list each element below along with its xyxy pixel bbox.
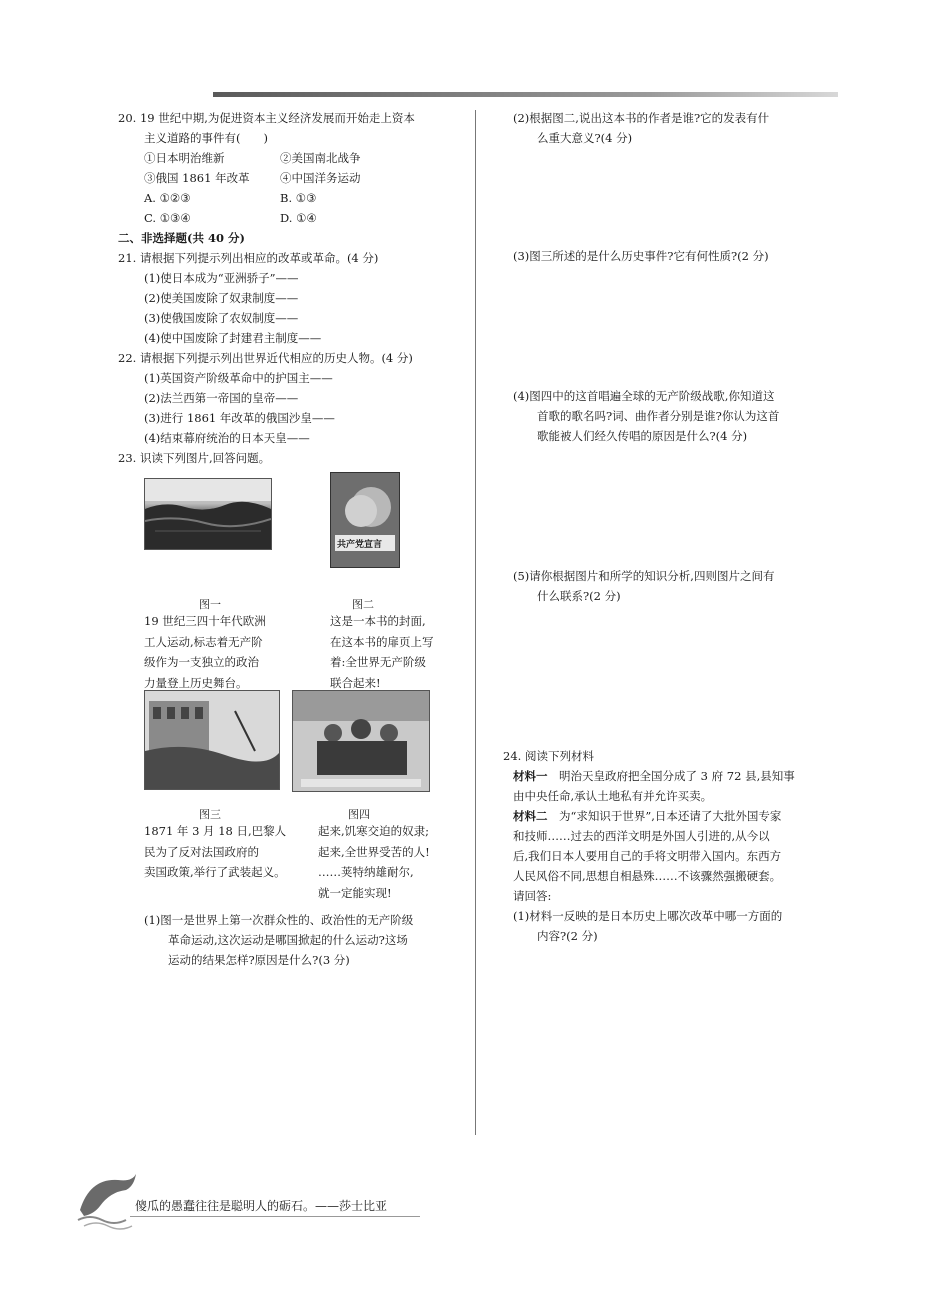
fig2-desc-line: 联合起来!: [330, 675, 381, 690]
q24-title: 24. 阅读下列材料: [503, 749, 594, 763]
material-2-label: 材料二: [513, 809, 548, 823]
q24-material-2-cont: 和技师……过去的西洋文明是外国人引进的,从今以: [513, 829, 770, 843]
fig2-desc-line: 着:全世界无产阶级: [330, 655, 426, 669]
q24-material-2-cont: 后,我们日本人要用自己的手将文明带入国内。东西方: [513, 849, 782, 863]
header-rule: [213, 92, 838, 97]
q24-material-2-cont: 人民风俗不同,思想自相悬殊……不该骤然强搬硬套。: [513, 869, 782, 883]
q23-sub3-line: (3)图三所述的是什么历史事件?它有何性质?(2 分): [513, 249, 769, 263]
crowd-illustration: [145, 479, 271, 549]
figure-2-caption: 图二: [352, 598, 374, 611]
fig1-desc-line: 工人运动,标志着无产阶: [144, 634, 263, 649]
fig4-desc-line: 起来,饥寒交迫的奴隶;: [318, 824, 430, 838]
figure-1-description: [144, 611, 266, 693]
q23-sub-4: [513, 386, 779, 446]
q20-choice-d[interactable]: D. ①④: [280, 211, 317, 225]
q23-sub2-line: (2)根据图二,说出这本书的作者是谁?它的发表有什: [513, 111, 770, 125]
fig4-desc-line: 就一定能实现!: [318, 885, 392, 900]
q22-title: 22. 请根据下列提示列出世界近代相应的历史人物。(4 分): [118, 351, 413, 365]
footer-quote: 傻瓜的愚蠢往往是聪明人的砺石。——莎士比亚: [135, 1199, 388, 1213]
figure-3-description: [144, 821, 286, 883]
figure-4-description: [318, 821, 430, 903]
q24-material-1-cont: 由中央任命,承认土地私有并允许买卖。: [513, 789, 713, 803]
q23-sub4-line: 歌能被人们经久传唱的原因是什么?(4 分): [537, 429, 748, 443]
q23-sub-5: [513, 566, 774, 606]
figure-4-poster: [292, 690, 430, 792]
q23-sub4-line: (4)图四中的这首唱遍全球的无产阶级战歌,你知道这: [513, 389, 775, 403]
fig4-desc-line: ……荚特纳雄耐尔,: [318, 865, 414, 879]
q23-sub1-line: 运动的结果怎样?原因是什么?(3 分): [168, 953, 350, 967]
material-2-text: 为“求知识于世界”,日本还请了大批外国专家: [547, 809, 782, 823]
footer-rule: [130, 1216, 420, 1217]
q23-sub-2: [513, 108, 769, 148]
q24-material-1: [503, 766, 833, 786]
q22-item-3: (3)进行 1861 年改革的俄国沙皇——: [144, 411, 335, 425]
q20-item-4: ④中国洋务运动: [280, 171, 361, 185]
q22-item-4: (4)结束幕府统治的日本天皇——: [144, 431, 310, 445]
figure-3-caption: 图三: [199, 808, 221, 821]
poster-illustration: [293, 691, 429, 791]
q20-choices-row1: [118, 188, 463, 208]
fig4-desc-line: 起来,全世界受苦的人!: [318, 844, 430, 859]
question-20: [118, 108, 463, 228]
q20-items-row2: [118, 168, 463, 188]
question-21: [118, 248, 463, 348]
q24-sub1-line: 内容?(2 分): [537, 929, 598, 943]
figure-4-caption: 图四: [348, 808, 370, 821]
q23-title: 23. 识读下列图片,回答问题。: [118, 451, 271, 465]
material-1-text: 明治天皇政府把全国分成了 3 府 72 县,县知事: [547, 769, 795, 783]
q21-item-3: (3)使俄国废除了农奴制度——: [144, 311, 299, 325]
fig1-desc-line: 力量登上历史舞台。: [144, 675, 248, 690]
portrait-illustration: [331, 473, 399, 567]
q20-choice-c[interactable]: C. ①③④: [144, 211, 191, 225]
q22-item-1: (1)英国资产阶级革命中的护国主——: [144, 371, 333, 385]
q21-item-1: (1)使日本成为“亚洲骄子”——: [144, 271, 299, 285]
section-heading: 二、非选择题(共 40 分): [118, 231, 245, 245]
fig1-desc-line: 级作为一支独立的政治: [144, 655, 259, 669]
question-24: [503, 746, 833, 946]
figure-2-book-cover: [330, 472, 400, 568]
fig3-desc-line: 卖国政策,举行了武装起义。: [144, 865, 286, 879]
q20-item-2: ②美国南北战争: [280, 151, 361, 165]
q21-item-2: (2)使美国废除了奴隶制度——: [144, 291, 299, 305]
figure-1-caption: 图一: [199, 598, 221, 611]
q23-sub5-line: 什么联系?(2 分): [537, 589, 621, 603]
fig3-desc-line: 1871 年 3 月 18 日,巴黎人: [144, 824, 287, 838]
q23-sub1-line: 革命运动,这次运动是哪国掀起的什么运动?这场: [168, 933, 408, 947]
material-1-label: 材料一: [513, 769, 548, 783]
q23-sub4-line: 首歌的歌名吗?词、曲作者分别是谁?你认为这首: [537, 409, 780, 423]
q23-sub-1: [144, 910, 464, 970]
q20-choices-row2: [118, 208, 463, 228]
q23-sub1-line: (1)图一是世界上第一次群众性的、政治性的无产阶级: [144, 913, 414, 927]
fig2-desc-line: 这是一本书的封面,: [330, 614, 426, 628]
q21-item-4: (4)使中国废除了封建君主制度——: [144, 331, 322, 345]
q20-item-1: ①日本明治维新: [144, 151, 225, 165]
q23-sub-3: [513, 246, 769, 266]
figure-1-image: [144, 478, 272, 550]
q20-items-row1: [118, 148, 463, 168]
q24-sub1-line: (1)材料一反映的是日本历史上哪次改革中哪一方面的: [513, 909, 783, 923]
q23-sub5-line: (5)请你根据图片和所学的知识分析,四则图片之间有: [513, 569, 775, 583]
q20-choice-a[interactable]: A. ①②③: [144, 191, 191, 205]
q20-choice-b[interactable]: B. ①③: [280, 191, 317, 205]
q24-ask: 请回答:: [513, 889, 552, 903]
q20-stem-line1: 20. 19 世纪中期,为促进资本主义经济发展而开始走上资本: [118, 111, 415, 125]
fig2-desc-line: 在这本书的扉页上写: [330, 634, 434, 649]
q24-material-2: [503, 806, 833, 826]
fig1-desc-line: 19 世纪三四十年代欧洲: [144, 614, 266, 628]
book-title: 共产党宣言: [337, 540, 383, 550]
q20-item-3: ③俄国 1861 年改革: [144, 171, 250, 185]
q22-item-2: (2)法兰西第一帝国的皇帝——: [144, 391, 299, 405]
q23-sub2-line: 么重大意义?(4 分): [537, 131, 633, 145]
column-divider: [475, 110, 476, 1135]
q21-title: 21. 请根据下列提示列出相应的改革或革命。(4 分): [118, 251, 379, 265]
figure-3-image: [144, 690, 280, 790]
q20-stem-line2: 主义道路的事件有( ): [144, 131, 268, 145]
left-column: [118, 108, 463, 967]
question-22: [118, 348, 463, 448]
uprising-illustration: [145, 691, 279, 789]
fig3-desc-line: 民为了反对法国政府的: [144, 844, 259, 859]
figure-2-description: [330, 611, 434, 693]
